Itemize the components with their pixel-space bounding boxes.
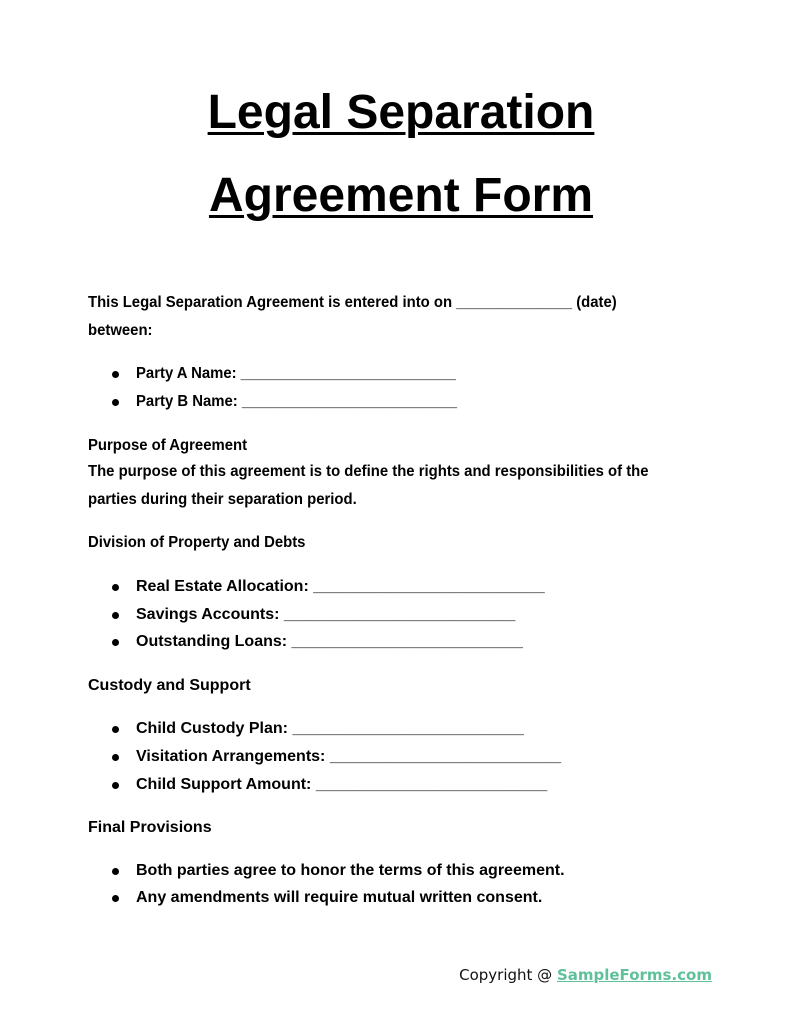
bullet-icon xyxy=(112,754,119,761)
intro-text-line2: between: xyxy=(88,322,153,339)
bullet-icon xyxy=(112,584,119,591)
visitation-field: Visitation Arrangements: __________________________ xyxy=(136,748,562,765)
bullet-icon xyxy=(112,371,119,378)
outstanding-loans-field: Outstanding Loans: __________________________ xyxy=(136,633,523,650)
child-support-field: Child Support Amount: __________________________ xyxy=(136,776,548,793)
document-title-line2: Agreement Form xyxy=(208,169,594,222)
real-estate-field: Real Estate Allocation: __________________________ xyxy=(136,578,545,595)
custody-heading: Custody and Support xyxy=(88,677,251,694)
bullet-icon xyxy=(112,399,119,406)
party-a-field: Party A Name: __________________________ xyxy=(136,365,456,382)
brand-link[interactable]: SampleForms.com xyxy=(556,966,712,984)
intro-text-line1: This Legal Separation Agreement is entered into on ______________ (date) xyxy=(88,294,617,311)
bullet-icon xyxy=(112,726,119,733)
property-heading: Division of Property and Debts xyxy=(88,534,306,551)
copyright-footer xyxy=(459,966,712,984)
party-b-field: Party B Name: __________________________ xyxy=(136,393,458,410)
purpose-heading: Purpose of Agreement xyxy=(88,437,248,454)
child-custody-plan-field: Child Custody Plan: __________________________ xyxy=(136,720,524,737)
final-provision-item: Any amendments will require mutual written consent. xyxy=(136,889,543,906)
bullet-icon xyxy=(112,612,119,619)
document-title-line1: Legal Separation xyxy=(207,86,595,139)
purpose-text-line1: The purpose of this agreement is to define the rights and responsibilities of the xyxy=(88,463,649,480)
final-provision-item: Both parties agree to honor the terms of this agreement. xyxy=(136,862,565,879)
bullet-icon xyxy=(112,868,119,875)
bullet-icon xyxy=(112,639,119,646)
purpose-text-line2: parties during their separation period. xyxy=(88,491,357,508)
savings-accounts-field: Savings Accounts: __________________________ xyxy=(136,606,516,623)
copyright-text: Copyright @ xyxy=(459,966,557,984)
bullet-icon xyxy=(112,782,119,789)
final-provisions-heading: Final Provisions xyxy=(88,819,212,836)
bullet-icon xyxy=(112,895,119,902)
